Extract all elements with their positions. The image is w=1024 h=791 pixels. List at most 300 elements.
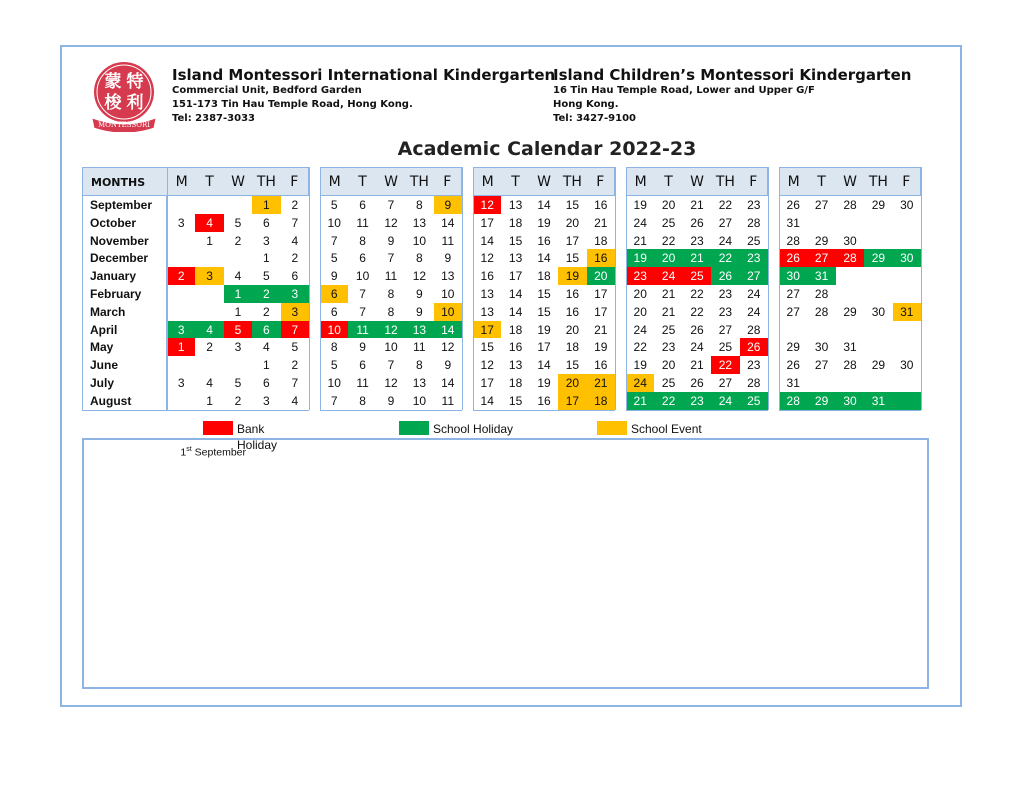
day-cell: 30 <box>814 340 829 355</box>
day-cell: 10 <box>434 303 462 321</box>
day-cell: 10 <box>327 215 341 230</box>
day-cell: 9 <box>387 393 395 408</box>
day-cell: 8 <box>387 287 395 301</box>
day-cell: 6 <box>359 198 366 212</box>
day-cell: 6 <box>291 269 299 284</box>
day-cell: 21 <box>594 215 608 230</box>
school-right-block <box>553 66 911 126</box>
grid-border <box>320 410 462 411</box>
day-cell: 3 <box>263 393 270 408</box>
day-header: TH <box>864 167 892 196</box>
events-table <box>82 438 929 689</box>
day-cell <box>195 196 223 214</box>
day-cell: 20 <box>565 322 580 337</box>
day-cell: 5 <box>234 376 242 390</box>
day-cell <box>779 321 807 339</box>
day-cell: 29 <box>871 358 886 373</box>
day-cell: 8 <box>387 304 395 319</box>
day-cell: 3 <box>263 233 270 248</box>
day-cell: 17 <box>508 269 523 284</box>
grid-border <box>82 410 167 411</box>
legend-swatch-red <box>203 421 233 435</box>
day-cell: 8 <box>416 358 423 373</box>
grid-border <box>779 410 921 411</box>
grid-border <box>462 167 463 410</box>
day-cell: 14 <box>508 304 523 319</box>
day-cell: 29 <box>786 340 800 355</box>
day-cell: 4 <box>195 321 223 339</box>
day-cell: 7 <box>387 198 395 212</box>
day-cell: 24 <box>711 392 739 410</box>
day-header: F <box>740 167 768 196</box>
grid-border <box>626 167 627 410</box>
day-cell: 18 <box>565 340 580 355</box>
day-cell: 11 <box>356 376 369 390</box>
day-cell: 24 <box>747 287 761 301</box>
day-cell: 5 <box>330 251 338 266</box>
day-cell: 14 <box>441 376 455 390</box>
day-cell <box>167 232 195 250</box>
school-right-address-1: 16 Tin Hau Temple Road, Lower and Upper G/F <box>553 85 815 96</box>
day-cell: 2 <box>206 340 213 355</box>
day-cell: 21 <box>633 233 647 248</box>
day-cell: 11 <box>348 321 376 339</box>
svg-text:蒙: 蒙 <box>104 72 122 92</box>
day-header: F <box>587 167 615 196</box>
day-cell: 11 <box>441 233 455 248</box>
day-header: F <box>893 167 921 196</box>
day-cell: 21 <box>661 287 676 301</box>
day-cell: 17 <box>473 321 501 339</box>
day-cell <box>836 285 864 303</box>
month-label: February <box>82 285 167 303</box>
day-cell: 18 <box>508 215 523 230</box>
day-cell <box>224 356 252 374</box>
day-cell: 17 <box>480 215 494 230</box>
day-cell: 7 <box>330 233 338 248</box>
day-cell: 12 <box>473 196 501 214</box>
day-cell: 28 <box>836 249 864 267</box>
day-cell <box>864 214 892 232</box>
day-cell: 6 <box>330 304 338 319</box>
day-cell: 31 <box>807 267 835 285</box>
day-cell: 27 <box>718 322 733 337</box>
day-cell: 12 <box>412 269 427 284</box>
day-cell: 26 <box>690 376 704 390</box>
day-cell: 22 <box>690 304 704 319</box>
day-cell: 9 <box>416 287 423 301</box>
day-cell: 23 <box>718 287 733 301</box>
day-cell: 12 <box>441 340 455 355</box>
day-cell <box>864 232 892 250</box>
day-cell: 11 <box>356 215 369 230</box>
day-cell: 9 <box>434 196 462 214</box>
day-cell: 29 <box>814 233 829 248</box>
grid-border <box>473 410 615 411</box>
day-cell: 15 <box>508 393 523 408</box>
day-cell: 6 <box>263 376 270 390</box>
day-cell: 7 <box>291 376 299 390</box>
day-cell: 27 <box>807 249 835 267</box>
day-cell: 12 <box>480 358 494 373</box>
day-cell: 21 <box>626 392 654 410</box>
day-cell: 26 <box>779 249 807 267</box>
day-cell <box>195 356 223 374</box>
day-cell: 27 <box>814 198 829 212</box>
day-cell: 8 <box>416 251 423 266</box>
day-cell: 2 <box>167 267 195 285</box>
day-cell: 31 <box>864 392 892 410</box>
day-cell <box>836 267 864 285</box>
day-cell: 31 <box>843 340 857 355</box>
day-cell: 24 <box>690 340 704 355</box>
day-cell <box>864 267 892 285</box>
day-cell: 16 <box>565 287 580 301</box>
day-cell: 1 <box>224 285 252 303</box>
day-cell: 28 <box>747 322 761 337</box>
day-cell: 21 <box>690 198 704 212</box>
day-cell: 3 <box>281 303 309 321</box>
day-cell <box>893 267 921 285</box>
calendar-title: Academic Calendar 2022-23 <box>397 138 697 160</box>
day-cell: 20 <box>661 198 676 212</box>
svg-text:梭: 梭 <box>104 93 122 113</box>
day-cell: 20 <box>661 358 676 373</box>
legend-swatch-green <box>399 421 429 435</box>
grid-border <box>768 167 769 410</box>
grid-border <box>167 167 168 410</box>
day-cell <box>224 249 252 267</box>
day-cell: 10 <box>412 233 427 248</box>
day-cell: 20 <box>633 287 647 301</box>
day-cell: 18 <box>508 376 523 390</box>
day-header: T <box>654 167 682 196</box>
day-cell <box>864 374 892 392</box>
day-cell: 27 <box>740 267 768 285</box>
grid-border <box>779 167 780 410</box>
day-cell: 4 <box>291 233 299 248</box>
day-cell: 15 <box>480 340 494 355</box>
day-cell: 10 <box>412 393 427 408</box>
day-cell: 21 <box>683 249 711 267</box>
day-cell: 15 <box>537 287 551 301</box>
day-cell: 29 <box>864 249 892 267</box>
day-cell <box>836 214 864 232</box>
legend-label: Bank Holiday <box>237 422 278 452</box>
day-cell: 1 <box>206 233 213 248</box>
day-cell: 14 <box>537 198 551 212</box>
day-header: T <box>807 167 835 196</box>
event-date: 1st September <box>180 446 246 459</box>
month-label: May <box>82 338 167 356</box>
day-cell: 27 <box>718 215 733 230</box>
day-cell: 9 <box>359 340 366 355</box>
day-cell: 16 <box>508 340 523 355</box>
day-cell: 16 <box>587 249 615 267</box>
day-cell: 30 <box>900 198 914 212</box>
day-cell: 6 <box>263 215 270 230</box>
day-cell: 13 <box>480 287 494 301</box>
legend-label: School Event <box>631 422 702 436</box>
day-cell: 18 <box>537 269 551 284</box>
day-cell: 27 <box>786 304 800 319</box>
day-cell: 2 <box>234 393 242 408</box>
day-header: M <box>779 167 807 196</box>
day-cell <box>167 196 195 214</box>
day-cell: 7 <box>387 251 395 266</box>
day-cell: 1 <box>263 358 270 373</box>
day-cell: 19 <box>537 322 551 337</box>
day-cell <box>167 249 195 267</box>
day-cell: 15 <box>565 251 580 266</box>
day-cell: 25 <box>740 392 768 410</box>
day-cell: 6 <box>359 251 366 266</box>
day-cell: 9 <box>330 269 338 284</box>
day-cell: 1 <box>167 338 195 356</box>
day-cell: 13 <box>412 376 427 390</box>
day-header: M <box>167 167 195 196</box>
day-cell: 16 <box>480 269 494 284</box>
day-cell: 20 <box>633 304 647 319</box>
day-cell: 21 <box>594 322 608 337</box>
day-cell <box>893 392 921 410</box>
day-cell: 20 <box>558 374 586 392</box>
day-cell: 7 <box>291 215 299 230</box>
day-cell: 16 <box>565 304 580 319</box>
day-cell: 14 <box>537 358 551 373</box>
day-cell: 23 <box>740 249 768 267</box>
day-cell: 12 <box>384 215 398 230</box>
day-cell: 7 <box>330 393 338 408</box>
day-cell: 4 <box>195 214 223 232</box>
day-cell: 30 <box>900 358 914 373</box>
day-cell <box>864 338 892 356</box>
day-cell: 9 <box>416 304 423 319</box>
day-cell: 1 <box>263 251 270 266</box>
svg-text:特: 特 <box>126 72 144 92</box>
day-cell: 28 <box>814 304 829 319</box>
day-cell: 8 <box>416 198 423 212</box>
day-cell: 24 <box>654 267 682 285</box>
day-cell <box>195 285 223 303</box>
day-cell: 1 <box>234 304 242 319</box>
day-header: T <box>501 167 529 196</box>
day-cell: 16 <box>537 393 551 408</box>
day-cell: 5 <box>224 321 252 339</box>
day-cell <box>195 249 223 267</box>
day-cell: 31 <box>893 303 921 321</box>
day-cell <box>167 285 195 303</box>
day-header: F <box>281 167 309 196</box>
day-cell: 17 <box>594 287 608 301</box>
school-left-name: Island Montessori International Kindergarten <box>172 66 556 84</box>
day-cell: 24 <box>633 322 647 337</box>
day-cell: 2 <box>291 198 299 212</box>
day-cell: 13 <box>412 215 427 230</box>
day-cell: 28 <box>747 215 761 230</box>
legend-swatch-orange <box>597 421 627 435</box>
day-cell: 27 <box>718 376 733 390</box>
grid-border <box>320 167 321 410</box>
day-cell: 10 <box>355 269 370 284</box>
day-cell: 10 <box>441 287 455 301</box>
day-cell: 23 <box>747 358 761 373</box>
month-label: March <box>82 303 167 321</box>
day-cell: 23 <box>661 340 676 355</box>
day-cell: 20 <box>565 215 580 230</box>
month-label: December <box>82 249 167 267</box>
day-cell: 5 <box>330 358 338 373</box>
day-cell <box>167 303 195 321</box>
day-cell <box>807 214 835 232</box>
grid-border <box>309 167 310 410</box>
day-cell: 31 <box>786 376 800 390</box>
day-cell: 17 <box>594 304 608 319</box>
school-left-address-2: 151-173 Tin Hau Temple Road, Hong Kong. <box>172 99 413 110</box>
month-label: January <box>82 267 167 285</box>
day-cell: 14 <box>537 251 551 266</box>
day-cell: 6 <box>252 321 280 339</box>
day-cell: 22 <box>633 340 647 355</box>
day-cell: 28 <box>747 376 761 390</box>
day-cell <box>836 374 864 392</box>
day-cell <box>167 392 195 410</box>
day-cell: 30 <box>843 233 857 248</box>
day-cell: 29 <box>807 392 835 410</box>
day-cell: 28 <box>843 358 857 373</box>
day-cell <box>893 374 921 392</box>
day-cell: 22 <box>690 287 704 301</box>
day-cell: 24 <box>747 304 761 319</box>
day-cell: 7 <box>359 304 366 319</box>
day-cell: 13 <box>508 358 523 373</box>
day-cell: 13 <box>480 304 494 319</box>
day-cell <box>893 232 921 250</box>
day-cell: 19 <box>633 198 647 212</box>
day-cell: 2 <box>234 233 242 248</box>
day-cell: 17 <box>537 340 551 355</box>
grid-border <box>626 410 768 411</box>
day-cell: 22 <box>711 249 739 267</box>
day-cell <box>893 214 921 232</box>
day-cell: 7 <box>387 358 395 373</box>
day-cell: 16 <box>537 233 551 248</box>
day-cell: 27 <box>814 358 829 373</box>
day-cell: 5 <box>234 215 242 230</box>
day-cell: 26 <box>711 267 739 285</box>
day-header: T <box>348 167 376 196</box>
day-cell: 3 <box>281 285 309 303</box>
day-cell: 22 <box>654 392 682 410</box>
day-cell: 23 <box>683 392 711 410</box>
day-cell: 3 <box>195 267 223 285</box>
day-cell: 14 <box>480 393 494 408</box>
school-right-name: Island Children’s Montessori Kindergarten <box>553 66 912 84</box>
day-cell <box>195 303 223 321</box>
day-header: W <box>377 167 405 196</box>
day-cell: 9 <box>444 358 452 373</box>
day-cell: 22 <box>718 198 733 212</box>
day-cell: 14 <box>441 215 455 230</box>
day-cell: 30 <box>836 392 864 410</box>
day-cell: 7 <box>359 287 366 301</box>
day-cell: 19 <box>558 267 586 285</box>
day-cell: 17 <box>480 376 494 390</box>
day-cell: 5 <box>330 198 338 212</box>
svg-text:利: 利 <box>126 93 144 113</box>
day-cell: 22 <box>711 356 739 374</box>
month-label: November <box>82 232 167 250</box>
day-header: TH <box>558 167 586 196</box>
day-cell <box>864 321 892 339</box>
month-label: July <box>82 374 167 392</box>
day-cell: 27 <box>786 287 800 301</box>
day-cell: 23 <box>626 267 654 285</box>
montessori-logo <box>88 60 160 132</box>
day-cell: 21 <box>661 304 676 319</box>
day-cell: 5 <box>263 269 270 284</box>
day-cell: 30 <box>893 249 921 267</box>
day-cell: 30 <box>779 267 807 285</box>
day-cell: 12 <box>480 251 494 266</box>
day-header: W <box>224 167 252 196</box>
day-cell: 19 <box>594 340 608 355</box>
day-cell: 2 <box>291 251 299 266</box>
day-cell: 25 <box>661 376 676 390</box>
day-cell: 9 <box>387 233 395 248</box>
day-cell <box>224 196 252 214</box>
day-cell: 24 <box>626 374 654 392</box>
day-cell: 8 <box>330 340 338 355</box>
day-header: M <box>626 167 654 196</box>
day-cell: 26 <box>690 322 704 337</box>
day-cell: 1 <box>252 196 280 214</box>
day-cell: 25 <box>747 233 761 248</box>
day-cell: 6 <box>359 358 366 373</box>
day-cell: 6 <box>320 285 348 303</box>
day-cell: 4 <box>206 376 213 390</box>
school-left-block <box>172 66 555 126</box>
day-cell <box>167 356 195 374</box>
day-cell: 19 <box>633 358 647 373</box>
day-cell: 29 <box>843 304 857 319</box>
day-cell: 9 <box>444 251 452 266</box>
day-header: M <box>473 167 501 196</box>
day-header: TH <box>405 167 433 196</box>
grid-border <box>473 167 474 410</box>
calendar-grid <box>82 167 929 410</box>
school-left-phone: Tel: 2387-3033 <box>172 113 255 124</box>
day-header: W <box>836 167 864 196</box>
month-label: October <box>82 214 167 232</box>
day-cell: 28 <box>786 233 800 248</box>
day-cell: 8 <box>359 393 366 408</box>
day-cell: 2 <box>291 358 299 373</box>
grid-border <box>167 410 309 411</box>
day-cell: 1 <box>206 393 213 408</box>
day-cell: 3 <box>234 340 242 355</box>
day-cell: 17 <box>558 392 586 410</box>
day-cell: 25 <box>718 340 733 355</box>
legend-label: School Holiday <box>433 422 514 436</box>
day-cell <box>864 285 892 303</box>
day-cell: 26 <box>786 198 800 212</box>
school-right-phone: Tel: 3427-9100 <box>553 113 636 124</box>
day-cell: 8 <box>359 233 366 248</box>
day-cell: 25 <box>661 215 676 230</box>
day-cell: 19 <box>537 376 551 390</box>
day-cell: 11 <box>384 269 398 284</box>
